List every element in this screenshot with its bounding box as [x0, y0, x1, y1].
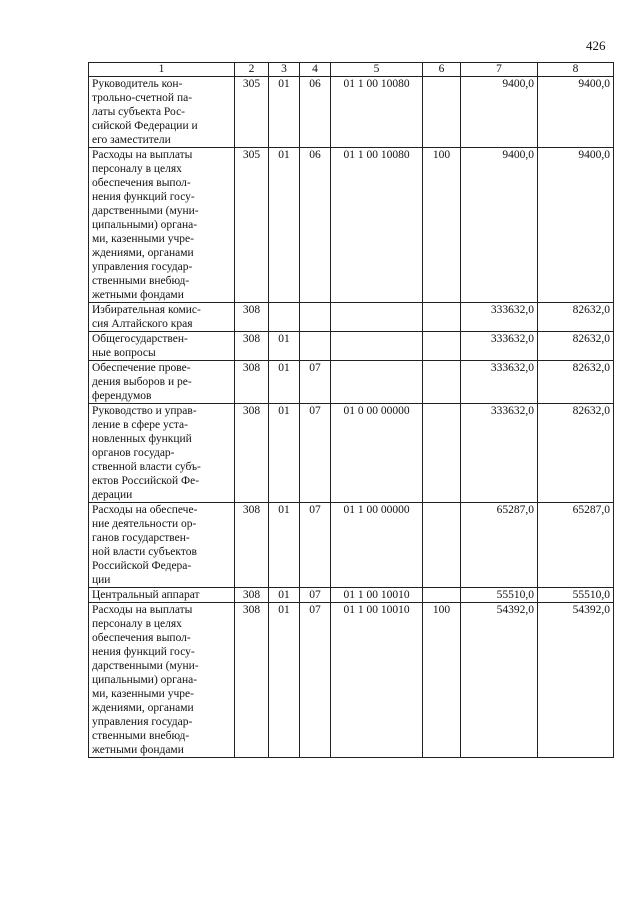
row-name-cell: Избирательная комис- сия Алтайского края	[89, 303, 235, 332]
table-row	[89, 303, 614, 332]
amount-year1-cell: 55510,0	[461, 588, 538, 603]
amount-year1-cell: 65287,0	[461, 503, 538, 588]
table-row	[89, 332, 614, 361]
subsection-cell	[300, 303, 331, 332]
amount-year1-cell: 333632,0	[461, 404, 538, 503]
amount-year1-cell: 333632,0	[461, 361, 538, 404]
row-name-cell: Руководство и управ- ление в сфере уста- новленных функций органов государ- ственной власти субъ- ектов Российской Фе- дерации	[89, 404, 235, 503]
subsection-cell: 07	[300, 603, 331, 758]
expense-type-cell	[423, 332, 461, 361]
expense-type-cell	[423, 404, 461, 503]
row-name-cell: Расходы на выплаты персоналу в целях обеспечения выпол- нения функций госу- дарственными (муни- ципальными) органа- ми, казенными учре- ждениями, органами управления государ- ственными внебюд- жетными фондами	[89, 148, 235, 303]
table-row	[89, 503, 614, 588]
table-header	[89, 63, 614, 77]
target-article-cell	[331, 303, 423, 332]
amount-year2-cell: 9400,0	[538, 148, 614, 303]
row-name-cell: Расходы на обеспече- ние деятельности ор- ганов государствен- ной власти субъектов Российской Федера- ции	[89, 503, 235, 588]
expense-type-cell	[423, 361, 461, 404]
amount-year2-cell: 54392,0	[538, 603, 614, 758]
row-name-cell: Обеспечение прове- дения выборов и ре- ферендумов	[89, 361, 235, 404]
table-row	[89, 361, 614, 404]
column-header-7: 7	[461, 63, 538, 77]
target-article-cell: 01 0 00 00000	[331, 404, 423, 503]
expense-type-cell	[423, 77, 461, 148]
amount-year1-cell: 9400,0	[461, 77, 538, 148]
table-row	[89, 148, 614, 303]
target-article-cell: 01 1 00 10010	[331, 588, 423, 603]
table-row	[89, 77, 614, 148]
section-cell: 01	[269, 361, 300, 404]
table-row	[89, 603, 614, 758]
amount-year2-cell: 82632,0	[538, 332, 614, 361]
amount-year2-cell: 55510,0	[538, 588, 614, 603]
section-cell	[269, 303, 300, 332]
ministry-code-cell: 308	[235, 361, 269, 404]
section-cell: 01	[269, 404, 300, 503]
page-number: 426	[586, 38, 606, 53]
target-article-cell: 01 1 00 10010	[331, 603, 423, 758]
column-header-3: 3	[269, 63, 300, 77]
expense-type-cell	[423, 303, 461, 332]
table-row	[89, 404, 614, 503]
subsection-cell: 06	[300, 77, 331, 148]
section-cell: 01	[269, 77, 300, 148]
expense-type-cell: 100	[423, 148, 461, 303]
subsection-cell: 06	[300, 148, 331, 303]
subsection-cell: 07	[300, 503, 331, 588]
target-article-cell: 01 1 00 00000	[331, 503, 423, 588]
ministry-code-cell: 308	[235, 404, 269, 503]
ministry-code-cell: 308	[235, 332, 269, 361]
target-article-cell: 01 1 00 10080	[331, 77, 423, 148]
target-article-cell: 01 1 00 10080	[331, 148, 423, 303]
column-header-6: 6	[423, 63, 461, 77]
section-cell: 01	[269, 588, 300, 603]
table-body	[89, 77, 614, 758]
expense-type-cell	[423, 503, 461, 588]
ministry-code-cell: 308	[235, 603, 269, 758]
ministry-code-cell: 308	[235, 503, 269, 588]
amount-year1-cell: 9400,0	[461, 148, 538, 303]
subsection-cell	[300, 332, 331, 361]
column-header-4: 4	[300, 63, 331, 77]
amount-year2-cell: 82632,0	[538, 361, 614, 404]
expense-type-cell	[423, 588, 461, 603]
amount-year2-cell: 65287,0	[538, 503, 614, 588]
amount-year2-cell: 82632,0	[538, 303, 614, 332]
column-header-8: 8	[538, 63, 614, 77]
row-name-cell: Расходы на выплаты персоналу в целях обеспечения выпол- нения функций госу- дарственными (муни- ципальными) органа- ми, казенными учре- ждениями, органами управления государ- ственными внебюд- жетными фондами	[89, 603, 235, 758]
row-name-cell: Руководитель кон- трольно-счетной па- латы субъекта Рос- сийской Федерации и его заместители	[89, 77, 235, 148]
amount-year2-cell: 82632,0	[538, 404, 614, 503]
amount-year1-cell: 54392,0	[461, 603, 538, 758]
target-article-cell	[331, 361, 423, 404]
column-header-1: 1	[89, 63, 235, 77]
expense-type-cell: 100	[423, 603, 461, 758]
section-cell: 01	[269, 503, 300, 588]
budget-table	[88, 62, 614, 758]
subsection-cell: 07	[300, 361, 331, 404]
column-header-5: 5	[331, 63, 423, 77]
row-name-cell: Общегосударствен- ные вопросы	[89, 332, 235, 361]
subsection-cell: 07	[300, 404, 331, 503]
section-cell: 01	[269, 148, 300, 303]
amount-year1-cell: 333632,0	[461, 332, 538, 361]
subsection-cell: 07	[300, 588, 331, 603]
header-row	[89, 63, 614, 77]
ministry-code-cell: 305	[235, 148, 269, 303]
ministry-code-cell: 308	[235, 588, 269, 603]
column-header-2: 2	[235, 63, 269, 77]
ministry-code-cell: 308	[235, 303, 269, 332]
amount-year1-cell: 333632,0	[461, 303, 538, 332]
section-cell: 01	[269, 603, 300, 758]
ministry-code-cell: 305	[235, 77, 269, 148]
row-name-cell: Центральный аппарат	[89, 588, 235, 603]
table-row	[89, 588, 614, 603]
amount-year2-cell: 9400,0	[538, 77, 614, 148]
section-cell: 01	[269, 332, 300, 361]
target-article-cell	[331, 332, 423, 361]
